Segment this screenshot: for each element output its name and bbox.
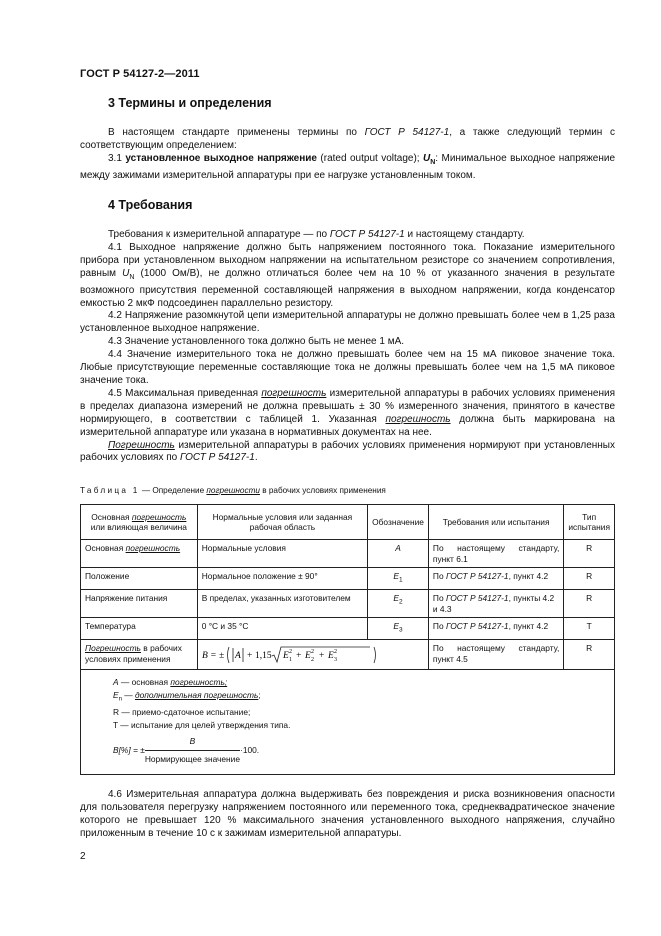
formula-lhs: B = ± <box>201 651 224 662</box>
paragraph-4-5: 4.5 Максимальная приведенная погрешность измерительной аппаратуры в рабочих условиях применения в пределах диапазона измерений не должна превышать ± 30 % измеренного значения, принятого в качестве нормирующего, в соответствии с таблицей 1. Указанная погрешность должна быть маркирована на измерительной аппаратуре или указана в нормативных документах на нее. <box>80 387 615 438</box>
table-cell: Температура <box>81 618 198 640</box>
table-caption: Таблица 1 — Определение погрешности в рабочих условиях применения <box>80 486 386 495</box>
page-number: 2 <box>80 851 86 862</box>
paragraph-4-1: 4.1 Выходное напряжение должно быть напряжением постоянного тока. Показание измерительного прибора при установленном выходном напряжении на испытательном резисторе со значением сопротивления, равным $U_N$ (1000 Ом/В), не должно отличаться более чем на 10 % от указанного значения в результате возможного присутствия переменной составляющей напряжения в выходном напряжении, когда конденсатор емкостью 2 мкФ подсоединен параллельно резистору. <box>80 241 615 309</box>
table-cell: R <box>564 540 615 568</box>
error-definition-table <box>80 504 615 775</box>
table-cell: Нормальные условия <box>197 540 367 568</box>
table-cell: Погрешность в рабочих условиях применения <box>81 640 198 670</box>
term-definition: 3.1 установленное выходное напряжение (rated output voltage); $U_N$: Минимальное выходное напряжение между зажимами измерительной аппаратуры при ее нагрузке установленным током. <box>80 152 616 181</box>
svg-text:E: E <box>327 651 334 662</box>
error-formula <box>202 644 402 666</box>
table-cell: $E_1$ <box>368 568 429 590</box>
table-cell: T <box>564 618 615 640</box>
table-header-row <box>81 505 615 540</box>
table-row <box>81 618 615 640</box>
table-row <box>81 640 615 670</box>
section-3-body <box>80 127 615 183</box>
header-cell: Требования или испытания <box>428 505 563 540</box>
header-cell: Основная погрешность или влияющая величина <box>81 505 198 540</box>
table-cell: R <box>564 640 615 670</box>
note-line: T — испытание для целей утверждения типа. <box>113 719 291 730</box>
table-cell: $E_2$ <box>368 590 429 618</box>
svg-text:+: + <box>246 651 253 662</box>
table-cell: Положение <box>81 568 198 590</box>
section-4-heading: 4 Требования <box>108 198 193 212</box>
section-4-6-body <box>80 789 615 841</box>
paragraph-4-6: 4.6 Измерительная аппаратура должна выдерживать без повреждения и риска возникновения опасности для пользователя перегрузку напряжением постоянного или переменного тока, среднеквадратическое значение которого не превышает 120 % максимального значения установленного выходного напряжения, случайно приложенным в течение 10 с к зажимам измерительной аппаратуры. <box>80 789 615 839</box>
header-cell: Обозначение <box>368 505 429 540</box>
table-cell: В пределах, указанных изготовителем <box>197 590 367 618</box>
percent-formula: B[%] = ± $\frac{B}{\text{Нормирующее значение}}$ ·100. <box>113 736 260 764</box>
table-notes-row <box>81 670 615 774</box>
formula-coefficient: 1,15 <box>254 651 272 662</box>
paragraph-4-2: 4.2 Напряжение разомкнутой цепи измерительной аппаратуры не должно превышать более чем в 1,25 раза установленное выходное напряжение. <box>80 310 615 335</box>
section-3-heading: 3 Термины и определения <box>108 96 272 110</box>
table-notes <box>81 670 615 774</box>
svg-text:E: E <box>282 651 289 662</box>
paragraph-4-5-continued: Погрешность измерительной аппаратуры в рабочих условиях применения нормируют при установленных рабочих условиях по ГОСТ Р 54127-1. <box>80 439 615 464</box>
table-cell: Нормальное положение ± 90° <box>197 568 367 590</box>
paragraph: В настоящем стандарте применены термины по ГОСТ Р 54127-1, а также следующий термин с соответствующим определением: <box>80 127 615 151</box>
svg-text:E: E <box>304 651 311 662</box>
svg-text:A: A <box>234 651 241 662</box>
table-row <box>81 590 615 618</box>
document-header: ГОСТ Р 54127-2—2011 <box>80 68 200 80</box>
paragraph-4-3: 4.3 Значение установленного тока должно быть не менее 1 мА. <box>108 336 405 348</box>
table-cell: По настоящему стандарту, пункт 6.1 <box>428 540 563 568</box>
paragraph: Требования к измерительной аппаратуре — по ГОСТ Р 54127-1 и настоящему стандарту. <box>108 229 525 240</box>
note-line: R — приемо-сдаточное испытание; <box>113 707 251 718</box>
note-line: A — основная погрешность; <box>113 677 228 688</box>
table-cell: $E_3$ <box>368 618 429 640</box>
svg-text:2: 2 <box>288 649 292 656</box>
header-cell: Тип испытания <box>564 505 615 540</box>
table-cell: Напряжение питания <box>81 590 198 618</box>
table-row <box>81 568 615 590</box>
paragraph-4-4: 4.4 Значение измерительного тока не должно превышать более чем на 15 мА пиковое значение тока. Любые присутствующие переменные составляющие тока не должны превышать более чем на 1,5 мА пиковое значение тока. <box>80 349 615 386</box>
svg-text:1: 1 <box>288 657 292 664</box>
table-cell: По ГОСТ Р 54127-1, пункты 4.2 и 4.3 <box>428 590 563 618</box>
section-4-body <box>80 229 615 465</box>
header-cell: Нормальные условия или заданная рабочая область <box>197 505 367 540</box>
table-cell: По ГОСТ Р 54127-1, пункт 4.2 <box>428 618 563 640</box>
table-cell: R <box>564 568 615 590</box>
svg-text:2: 2 <box>333 649 337 656</box>
table-cell: По настоящему стандарту, пункт 4.5 <box>428 640 563 670</box>
table-cell: По ГОСТ Р 54127-1, пункт 4.2 <box>428 568 563 590</box>
table-cell: A <box>368 540 429 568</box>
svg-text:2: 2 <box>310 649 314 656</box>
fraction: $\frac{B}{\text{Нормирующее значение}}$ <box>144 736 241 764</box>
table-cell: R <box>564 590 615 618</box>
svg-text:+: + <box>318 651 325 662</box>
note-line: $E_n$ — дополнительная погрешность; <box>113 689 261 703</box>
svg-text:3: 3 <box>333 657 337 664</box>
svg-text:2: 2 <box>310 657 314 664</box>
svg-text:+: + <box>295 651 302 662</box>
table-row <box>81 540 615 568</box>
table-cell: 0 °С и 35 °С <box>197 618 367 640</box>
formula-cell <box>197 640 428 670</box>
table-cell: Основная погрешность <box>81 540 198 568</box>
